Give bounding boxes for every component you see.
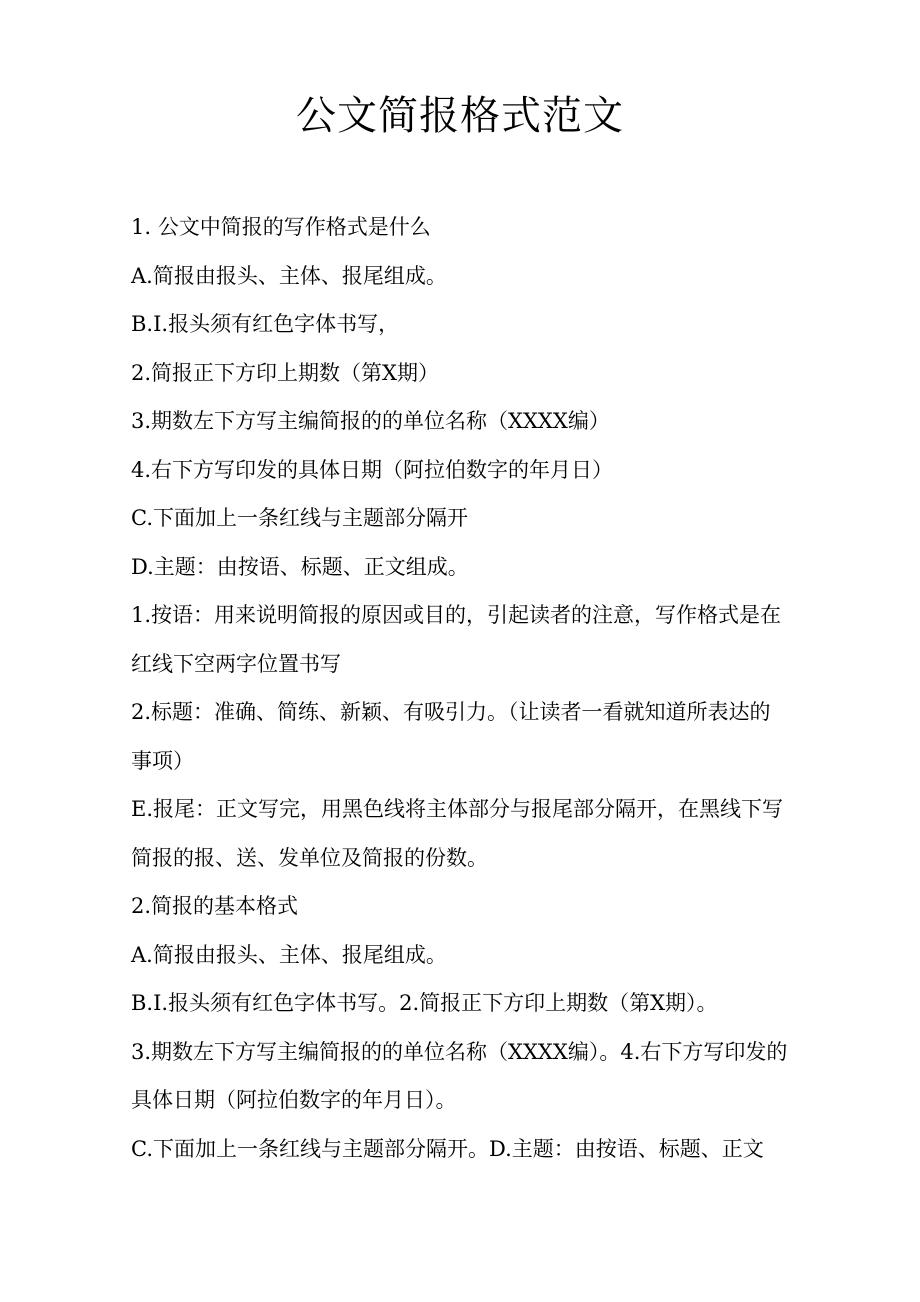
paragraph: E.报尾：正文写完，用黑色线将主体部分与报尾部分隔开，在黑线下写简报的报、送、发单位及简报的份数。: [131, 797, 784, 870]
paragraph: B.I.报头须有红色字体书写，: [131, 312, 400, 336]
paragraph: 2.标题：准确、简练、新颖、有吸引力。（让读者一看就知道所表达的事项）: [131, 700, 771, 773]
paragraph: 1. 公文中简报的写作格式是什么: [131, 215, 431, 239]
paragraph: A.简报由报头、主体、报尾组成。: [131, 263, 447, 288]
document-title: 公文简报格式范文: [296, 93, 624, 139]
paragraph: 1.按语：用来说明简报的原因或目的，引起读者的注意，写作格式是在红线下空两字位置书写: [131, 603, 782, 676]
paragraph: D.主题：由按语、标题、正文组成。: [131, 554, 469, 579]
paragraph: C.下面加上一条红线与主题部分隔开: [131, 506, 468, 530]
paragraph: 4.右下方写印发的具体日期（阿拉伯数字的年月日）: [131, 457, 614, 482]
paragraph: 3.期数左下方写主编简报的的单位名称（XXXX编）: [131, 409, 610, 433]
paragraph: 2.简报的基本格式: [131, 894, 299, 918]
paragraph: 3.期数左下方写主编简报的的单位名称（XXXX编）。4.右下方写印发的具体日期（阿拉伯数字的年月日）。: [131, 1039, 788, 1112]
paragraph: B.I.报头须有红色字体书写。2.简报正下方印上期数（第X期）。: [131, 991, 718, 1015]
paragraph: A.简报由报头、主体、报尾组成。: [131, 942, 447, 967]
document-body: [131, 203, 791, 1173]
paragraph: 2.简报正下方印上期数（第X期）: [131, 360, 439, 385]
paragraph: C.下面加上一条红线与主题部分隔开。D.主题：由按语、标题、正文: [131, 1136, 764, 1161]
